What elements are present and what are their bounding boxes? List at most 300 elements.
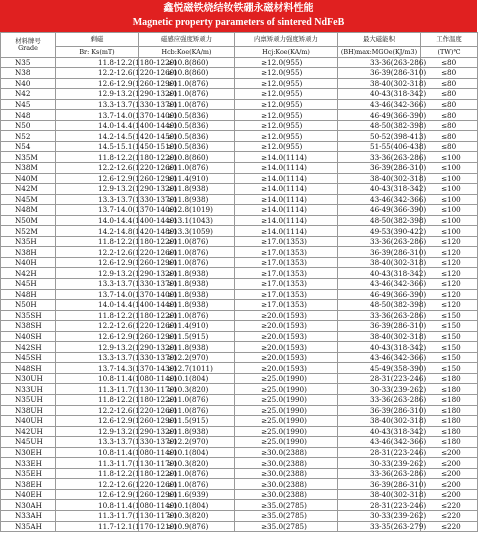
tw-cell: ≤80 [421,68,478,79]
tw-cell: ≤100 [421,184,478,195]
header-br: 剩磁 [56,33,139,47]
grade-cell: N35UH [1,395,56,406]
hcj-cell: ≥25.0(1990) [235,437,338,448]
br-cell: 14.2-14.8(1420-1480) [56,226,139,237]
br-cell: 12.2-12.6(1220-1260) [56,162,139,173]
hcj-cell: ≥14.0(1114) [235,173,338,184]
hcb-cell: ≥12.7(1011) [139,363,235,374]
bh-cell: 38-40(302-318) [338,257,421,268]
hcb-cell: ≥11.5(915) [139,416,235,427]
header-grade-en: Grade [18,43,38,52]
header-bh: 最大磁能积 [338,33,421,47]
table-row [1,162,478,173]
hcj-cell: ≥17.0(1353) [235,268,338,279]
hcj-cell: ≥17.0(1353) [235,300,338,311]
bh-cell: 36-39(286-310) [338,247,421,258]
title-english: Magnetic property parameters of sintered NdFeB [132,17,345,28]
tw-cell: ≤80 [421,141,478,152]
hcb-cell: ≥11.6(939) [139,489,235,500]
grade-cell: N48 [1,110,56,121]
tw-cell: ≤80 [421,57,478,68]
bh-cell: 36-39(286-310) [338,68,421,79]
tw-cell: ≤180 [421,405,478,416]
bh-cell: 43-46(342-366) [338,99,421,110]
hcb-cell: ≥11.0(876) [139,89,235,100]
hcj-cell: ≥14.0(1114) [235,226,338,237]
grade-cell: N35SH [1,310,56,321]
hcb-cell: ≥11.8(938) [139,268,235,279]
table-row [1,405,478,416]
hcj-cell: ≥25.0(1990) [235,395,338,406]
tw-cell: ≤80 [421,99,478,110]
bh-cell: 30-33(239-262) [338,384,421,395]
tw-cell: ≤150 [421,310,478,321]
br-cell: 13.3-13.7(1330-1370) [56,278,139,289]
tw-cell: ≤80 [421,131,478,142]
bh-cell: 38-40(302-318) [338,78,421,89]
tw-cell: ≤180 [421,437,478,448]
bh-cell: 46-49(366-390) [338,205,421,216]
bh-cell: 33-36(263-286) [338,152,421,163]
table-row [1,247,478,258]
hcb-cell: ≥11.5(915) [139,331,235,342]
hcj-cell: ≥25.0(1990) [235,373,338,384]
tw-cell: ≤120 [421,268,478,279]
hcb-cell: ≥10.1(804) [139,500,235,511]
bh-cell: 30-33(239-262) [338,458,421,469]
grade-cell: N42H [1,268,56,279]
header-unit-row [1,46,478,57]
hcj-cell: ≥12.0(955) [235,68,338,79]
br-cell: 12.6-12.9(1260-1290) [56,78,139,89]
bh-cell: 36-39(286-310) [338,162,421,173]
grade-cell: N45SH [1,352,56,363]
header-grade [1,33,56,58]
bh-cell: 40-43(318-342) [338,268,421,279]
header-hcb-unit: Hcb:Koe(KA/m) [139,46,235,57]
table-row [1,184,478,195]
br-cell: 11.8-12.2(1180-1220) [56,57,139,68]
br-cell: 11.8-12.2(1180-1220) [56,468,139,479]
hcj-cell: ≥14.0(1114) [235,194,338,205]
tw-cell: ≤180 [421,426,478,437]
hcb-cell: ≥11.8(938) [139,300,235,311]
table-row [1,205,478,216]
bh-cell: 48-50(382-398) [338,120,421,131]
hcj-cell: ≥20.0(1593) [235,310,338,321]
table-row [1,521,478,532]
hcj-cell: ≥30.0(2388) [235,489,338,500]
grade-cell: N45H [1,278,56,289]
br-cell: 12.2-12.6(1220-1260) [56,405,139,416]
hcj-cell: ≥25.0(1990) [235,384,338,395]
table-body [1,57,478,532]
tw-cell: ≤180 [421,384,478,395]
header-tw: 工作温度 [421,33,478,47]
bh-cell: 33-36(263-286) [338,57,421,68]
br-cell: 11.8-12.2(1180-1220) [56,152,139,163]
table-header [1,33,478,58]
tw-cell: ≤100 [421,173,478,184]
bh-cell: 28-31(223-246) [338,500,421,511]
bh-cell: 40-43(318-342) [338,184,421,195]
table-row [1,395,478,406]
tw-cell: ≤120 [421,236,478,247]
hcb-cell: ≥12.2(970) [139,437,235,448]
header-hcb: 磁感应强度矫顽力 [139,33,235,47]
hcb-cell: ≥11.0(876) [139,247,235,258]
table-row [1,215,478,226]
hcb-cell: ≥11.0(876) [139,99,235,110]
bh-cell: 48-50(382-398) [338,215,421,226]
tw-cell: ≤100 [421,226,478,237]
tw-cell: ≤220 [421,521,478,532]
hcj-cell: ≥25.0(1990) [235,405,338,416]
hcj-cell: ≥17.0(1353) [235,236,338,247]
tw-cell: ≤100 [421,162,478,173]
title-chinese: 鑫悦磁铁烧结钕铁硼永磁材料性能 [163,3,314,14]
table-row [1,194,478,205]
br-cell: 14.5-15.1(1450-1510) [56,141,139,152]
grade-cell: N50H [1,300,56,311]
tw-cell: ≤150 [421,352,478,363]
tw-cell: ≤200 [421,479,478,490]
hcj-cell: ≥12.0(955) [235,89,338,100]
bh-cell: 49-53(390-422) [338,226,421,237]
bh-cell: 43-46(342-366) [338,437,421,448]
hcb-cell: ≥11.0(876) [139,78,235,89]
tw-cell: ≤200 [421,468,478,479]
hcb-cell: ≥10.5(836) [139,120,235,131]
tw-cell: ≤120 [421,257,478,268]
hcj-cell: ≥20.0(1593) [235,352,338,363]
br-cell: 11.8-12.2(1180-1220) [56,310,139,321]
bh-cell: 50-52(398-413) [338,131,421,142]
hcb-cell: ≥11.0(876) [139,236,235,247]
hcj-cell: ≥35.0(2785) [235,521,338,532]
table-row [1,500,478,511]
hcb-cell: ≥10.8(860) [139,152,235,163]
bh-cell: 36-39(286-310) [338,479,421,490]
hcj-cell: ≥14.0(1114) [235,215,338,226]
table-row [1,416,478,427]
hcb-cell: ≥10.9(876) [139,521,235,532]
br-cell: 13.7-14.0(1370-1400) [56,110,139,121]
hcb-cell: ≥13.1(1043) [139,215,235,226]
br-cell: 14.0-14.4(1400-1440) [56,120,139,131]
hcb-cell: ≥11.0(876) [139,162,235,173]
br-cell: 11.3-11.7(1130-1170) [56,384,139,395]
bh-cell: 46-49(366-390) [338,110,421,121]
hcj-cell: ≥25.0(1990) [235,426,338,437]
hcj-cell: ≥12.0(955) [235,99,338,110]
table-row [1,236,478,247]
bh-cell: 30-33(239-262) [338,511,421,522]
hcb-cell: ≥11.8(938) [139,426,235,437]
bh-cell: 33-36(263-286) [338,395,421,406]
hcj-cell: ≥20.0(1593) [235,363,338,374]
br-cell: 10.8-11.4(1080-1140) [56,447,139,458]
table-row [1,437,478,448]
tw-cell: ≤80 [421,120,478,131]
tw-cell: ≤80 [421,89,478,100]
tw-cell: ≤220 [421,511,478,522]
hcb-cell: ≥11.0(876) [139,479,235,490]
grade-cell: N38EH [1,479,56,490]
table-row [1,268,478,279]
table-row [1,384,478,395]
br-cell: 12.2-12.6(1220-1260) [56,479,139,490]
hcj-cell: ≥35.0(2785) [235,500,338,511]
table-row [1,310,478,321]
hcb-cell: ≥10.8(860) [139,68,235,79]
hcb-cell: ≥13.3(1059) [139,226,235,237]
tw-cell: ≤150 [421,331,478,342]
br-cell: 13.3-13.7(1330-1370) [56,352,139,363]
header-tw-unit: (TW)℃ [421,46,478,57]
grade-cell: N40 [1,78,56,89]
br-cell: 13.3-13.7(1330-1370) [56,99,139,110]
table-row [1,120,478,131]
grade-cell: N42M [1,184,56,195]
grade-cell: N52 [1,131,56,142]
hcj-cell: ≥17.0(1353) [235,278,338,289]
header-br-unit: Br: Ks(mT) [56,46,139,57]
hcb-cell: ≥10.5(836) [139,110,235,121]
grade-cell: N33AH [1,511,56,522]
br-cell: 12.9-13.2(1290-1320) [56,426,139,437]
table-row [1,331,478,342]
table-row [1,68,478,79]
hcb-cell: ≥11.0(876) [139,468,235,479]
tw-cell: ≤80 [421,110,478,121]
hcb-cell: ≥10.1(804) [139,373,235,384]
hcj-cell: ≥30.0(2388) [235,468,338,479]
br-cell: 14.0-14.4(1400-1440) [56,300,139,311]
hcb-cell: ≥11.8(938) [139,289,235,300]
table-row [1,131,478,142]
br-cell: 12.2-12.6(1220-1260) [56,247,139,258]
table-row [1,226,478,237]
table-row [1,89,478,100]
bh-cell: 40-43(318-342) [338,426,421,437]
grade-cell: N50 [1,120,56,131]
table-row [1,141,478,152]
br-cell: 14.0-14.4(1400-1440) [56,215,139,226]
grade-cell: N48M [1,205,56,216]
br-cell: 12.6-12.9(1260-1290) [56,331,139,342]
header-row [1,33,478,47]
properties-table [0,32,478,532]
tw-cell: ≤120 [421,300,478,311]
hcj-cell: ≥35.0(2785) [235,511,338,522]
table-row [1,363,478,374]
table-row [1,110,478,121]
br-cell: 13.3-13.7(1330-1370) [56,194,139,205]
table-row [1,458,478,469]
grade-cell: N40M [1,173,56,184]
br-cell: 12.6-12.9(1260-1290) [56,257,139,268]
grade-cell: N33UH [1,384,56,395]
hcj-cell: ≥25.0(1990) [235,416,338,427]
tw-cell: ≤220 [421,500,478,511]
hcb-cell: ≥10.3(820) [139,511,235,522]
table-row [1,289,478,300]
grade-cell: N48H [1,289,56,300]
br-cell: 12.9-13.2(1290-1320) [56,268,139,279]
table-row [1,300,478,311]
table-row [1,426,478,437]
br-cell: 10.8-11.4(1080-1140) [56,500,139,511]
grade-cell: N45 [1,99,56,110]
hcb-cell: ≥11.4(910) [139,173,235,184]
bh-cell: 43-46(342-366) [338,352,421,363]
br-cell: 11.3-11.7(1130-1170) [56,458,139,469]
hcb-cell: ≥10.3(820) [139,384,235,395]
table-row [1,489,478,500]
hcb-cell: ≥11.8(938) [139,278,235,289]
br-cell: 11.3-11.7(1130-1170) [56,511,139,522]
bh-cell: 28-31(223-246) [338,373,421,384]
hcb-cell: ≥11.8(938) [139,194,235,205]
grade-cell: N38M [1,162,56,173]
bh-cell: 36-39(286-310) [338,321,421,332]
bh-cell: 46-49(366-390) [338,289,421,300]
table-row [1,257,478,268]
hcb-cell: ≥10.5(836) [139,141,235,152]
br-cell: 12.6-12.9(1260-1290) [56,416,139,427]
hcb-cell: ≥11.0(876) [139,405,235,416]
tw-cell: ≤200 [421,447,478,458]
table-row [1,99,478,110]
grade-cell: N40EH [1,489,56,500]
br-cell: 13.3-13.7(1330-1370) [56,437,139,448]
table-row [1,511,478,522]
grade-cell: N35M [1,152,56,163]
br-cell: 12.9-13.2(1290-1320) [56,89,139,100]
grade-cell: N38 [1,68,56,79]
grade-cell: N35AH [1,521,56,532]
hcb-cell: ≥12.2(970) [139,352,235,363]
hcb-cell: ≥10.3(820) [139,458,235,469]
grade-cell: N54 [1,141,56,152]
hcj-cell: ≥14.0(1114) [235,205,338,216]
hcb-cell: ≥10.1(804) [139,447,235,458]
grade-cell: N42UH [1,426,56,437]
br-cell: 12.9-13.2(1290-1320) [56,184,139,195]
tw-cell: ≤200 [421,458,478,469]
bh-cell: 33-36(263-286) [338,236,421,247]
hcb-cell: ≥11.0(876) [139,310,235,321]
hcj-cell: ≥12.0(955) [235,57,338,68]
hcj-cell: ≥12.0(955) [235,141,338,152]
table-row [1,278,478,289]
grade-cell: N38SH [1,321,56,332]
br-cell: 12.9-13.2(1290-1320) [56,342,139,353]
title-banner [0,0,477,32]
grade-cell: N42SH [1,342,56,353]
grade-cell: N38H [1,247,56,258]
grade-cell: N45UH [1,437,56,448]
bh-cell: 40-43(318-342) [338,89,421,100]
hcj-cell: ≥12.0(955) [235,131,338,142]
br-cell: 11.8-12.2(1180-1220) [56,236,139,247]
grade-cell: N40UH [1,416,56,427]
hcj-cell: ≥12.0(955) [235,78,338,89]
table-row [1,321,478,332]
hcj-cell: ≥12.0(955) [235,110,338,121]
table-row [1,479,478,490]
hcj-cell: ≥12.0(955) [235,120,338,131]
tw-cell: ≤200 [421,489,478,500]
bh-cell: 43-46(342-366) [338,194,421,205]
header-hcj: 内禀矫顽力强度矫顽力 [235,33,338,47]
br-cell: 12.6-12.9(1260-1290) [56,489,139,500]
br-cell: 12.6-12.9(1260-1290) [56,173,139,184]
table-row [1,78,478,89]
tw-cell: ≤150 [421,342,478,353]
br-cell: 11.7-12.1(1170-1210) [56,521,139,532]
hcj-cell: ≥17.0(1353) [235,289,338,300]
hcb-cell: ≥10.5(836) [139,131,235,142]
grade-cell: N35 [1,57,56,68]
bh-cell: 33-36(263-286) [338,310,421,321]
hcj-cell: ≥14.0(1114) [235,152,338,163]
hcb-cell: ≥11.8(938) [139,342,235,353]
tw-cell: ≤100 [421,194,478,205]
hcj-cell: ≥20.0(1593) [235,321,338,332]
table-row [1,152,478,163]
bh-cell: 33-35(263-279) [338,521,421,532]
bh-cell: 45-49(358-390) [338,363,421,374]
tw-cell: ≤180 [421,395,478,406]
table-row [1,373,478,384]
hcj-cell: ≥20.0(1593) [235,331,338,342]
hcb-cell: ≥11.0(876) [139,257,235,268]
hcb-cell: ≥11.8(938) [139,184,235,195]
hcb-cell: ≥11.4(910) [139,321,235,332]
grade-cell: N40H [1,257,56,268]
hcj-cell: ≥30.0(2388) [235,479,338,490]
bh-cell: 40-43(318-342) [338,342,421,353]
tw-cell: ≤150 [421,363,478,374]
tw-cell: ≤180 [421,373,478,384]
br-cell: 13.7-14.0(1370-1400) [56,205,139,216]
grade-cell: N35EH [1,468,56,479]
br-cell: 13.7-14.3(1370-1430) [56,363,139,374]
table-row [1,468,478,479]
bh-cell: 38-40(302-318) [338,489,421,500]
hcb-cell: ≥11.0(876) [139,395,235,406]
br-cell: 10.8-11.4(1080-1140) [56,373,139,384]
br-cell: 13.7-14.0(1370-1400) [56,289,139,300]
hcj-cell: ≥30.0(2388) [235,447,338,458]
bh-cell: 38-40(302-318) [338,416,421,427]
header-hcj-unit: Hcj:Koe(KA/m) [235,46,338,57]
tw-cell: ≤180 [421,416,478,427]
grade-cell: N38UH [1,405,56,416]
table-row [1,173,478,184]
hcb-cell: ≥12.8(1019) [139,205,235,216]
grade-cell: N42 [1,89,56,100]
tw-cell: ≤120 [421,289,478,300]
table-row [1,342,478,353]
hcj-cell: ≥20.0(1593) [235,342,338,353]
tw-cell: ≤100 [421,152,478,163]
grade-cell: N40SH [1,331,56,342]
bh-cell: 36-39(286-310) [338,405,421,416]
table-row [1,447,478,458]
